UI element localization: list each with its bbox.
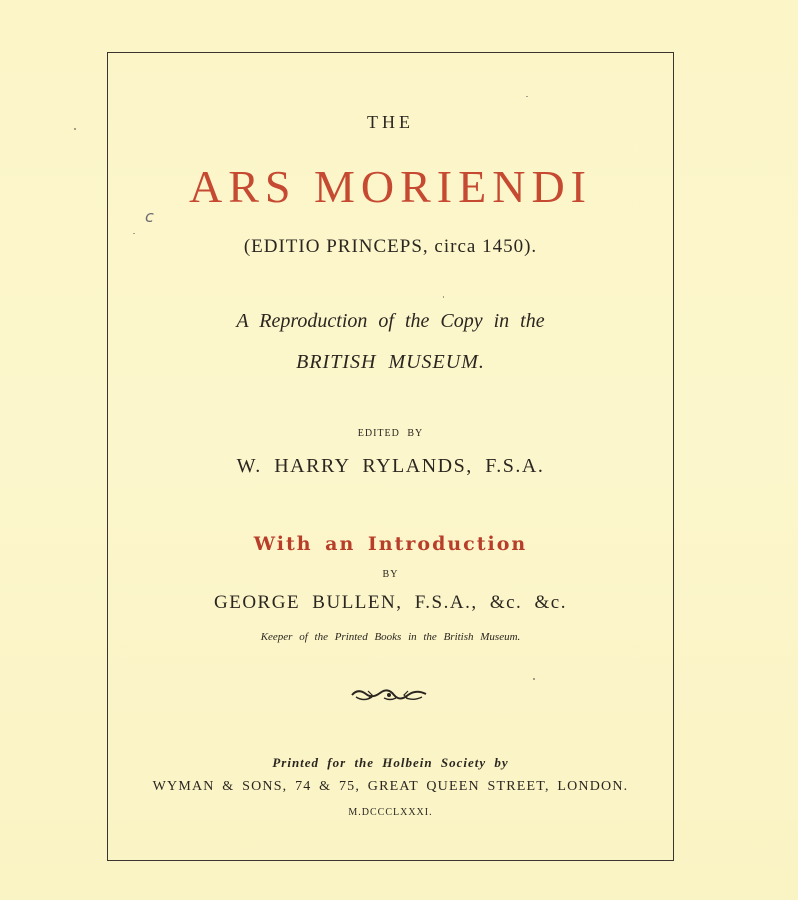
printed-for-line: Printed for the Holbein Society by (272, 755, 509, 770)
printers-ornament-icon (350, 686, 428, 704)
paper-speck (74, 128, 76, 130)
author-role: Keeper of the Printed Books in the British Museum. (260, 631, 521, 643)
paper-speck (133, 233, 135, 234)
publication-year: M.DCCCLXXXI. (348, 807, 433, 818)
paper-speck (526, 96, 528, 97)
book-title: ARS MORIENDI (189, 161, 592, 212)
museum-line: BRITISH MUSEUM. (296, 351, 485, 373)
publisher-address: WYMAN & SONS, 74 & 75, GREAT QUEEN STREET, LONDON. (152, 779, 629, 794)
paper-speck (443, 296, 444, 298)
paper-speck (533, 678, 535, 680)
by-label: BY (382, 569, 399, 580)
edited-by-label: EDITED BY (357, 428, 424, 439)
author-name: GEORGE BULLEN, F.S.A., &c. &c. (214, 592, 567, 613)
title-article: THE (367, 112, 414, 132)
editor-name: W. HARRY RYLANDS, F.S.A. (236, 455, 545, 477)
pencil-annotation: c (145, 207, 154, 226)
reproduction-line: A Reproduction of the Copy in the (236, 310, 545, 332)
edition-subtitle: (EDITIO PRINCEPS, circa 1450). (243, 236, 538, 257)
introduction-heading: With an Introduction (253, 533, 528, 555)
